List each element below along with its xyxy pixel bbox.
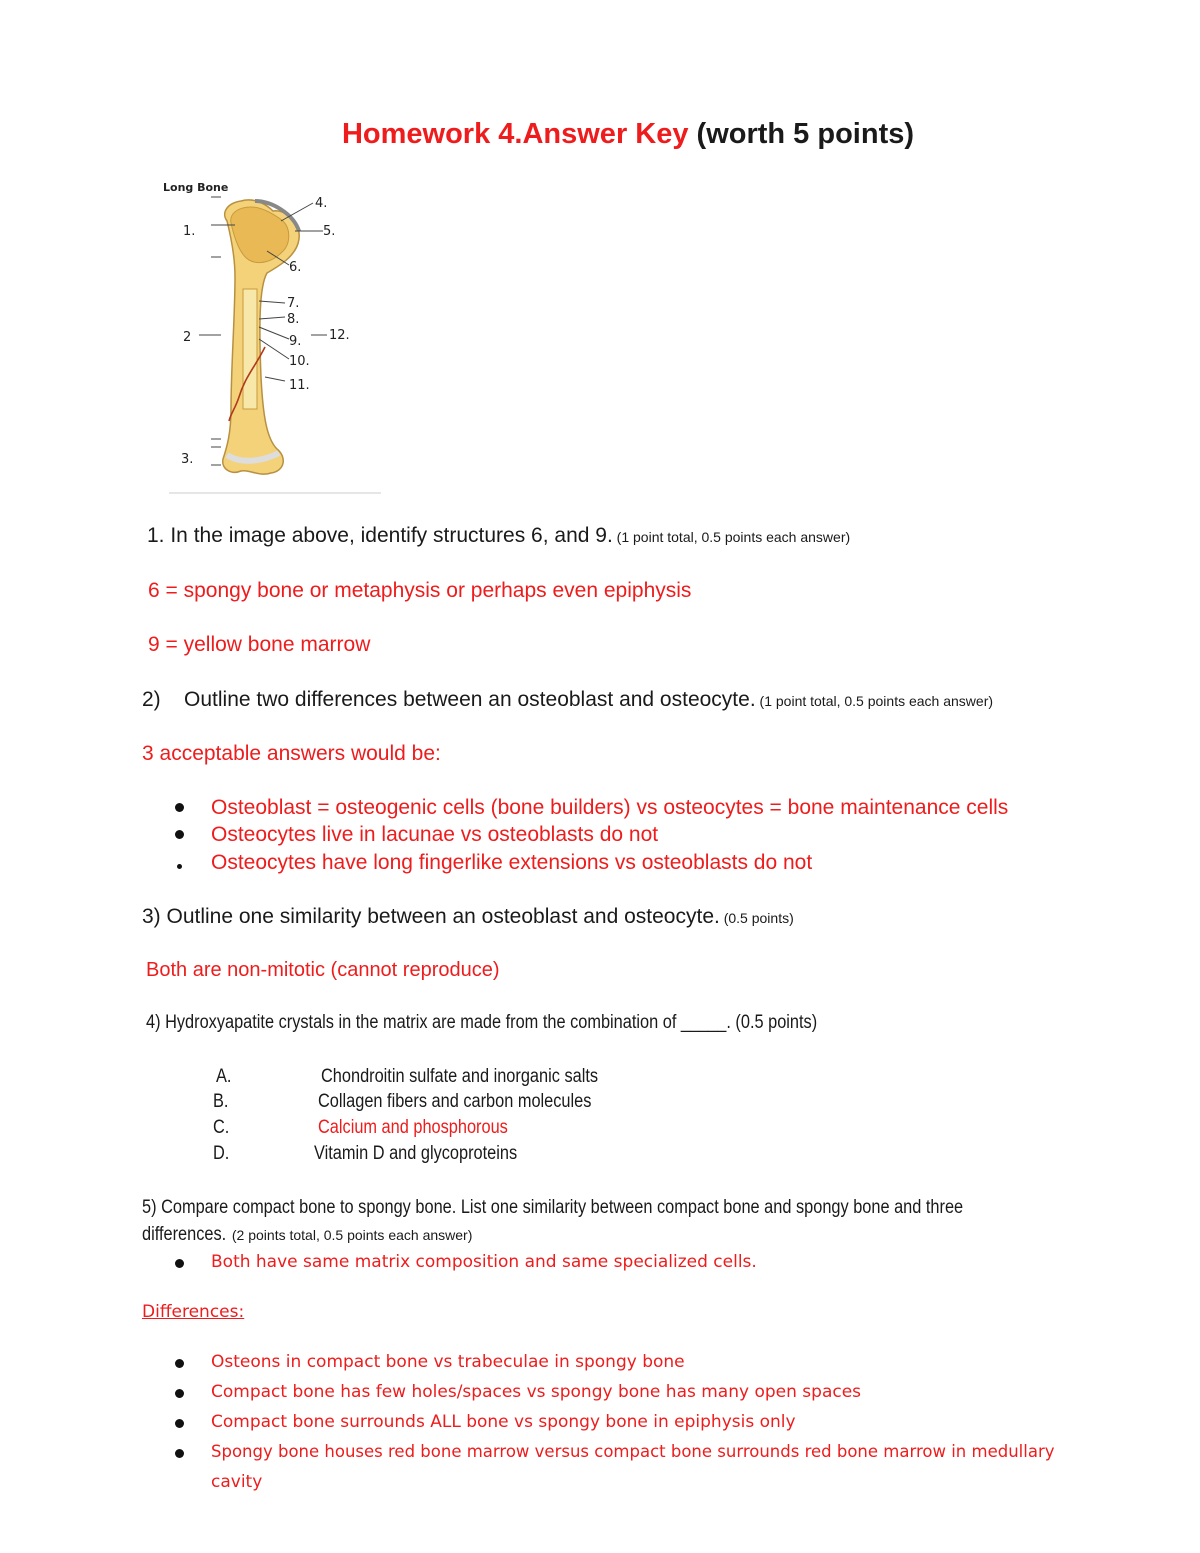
long-bone-diagram [155,177,385,495]
long-bone-image [155,177,385,495]
answer-2-item-2: Osteocytes live in lacunae vs osteoblasts do not [211,823,659,846]
bullet-icon [175,830,184,839]
question-1-text: 1. In the image above, identify structures 6, and 9. [147,524,613,547]
difference-1: Osteons in compact bone vs trabeculae in spongy bone [211,1352,685,1372]
option-c-text: Calcium and phosphorous [318,1117,508,1138]
label-9: 9. [289,334,302,349]
question-1-points: (1 point total, 0.5 points each answer) [612,529,851,545]
bullet-icon [175,1419,184,1428]
label-5: 5. [323,224,336,239]
label-10: 10. [289,354,310,369]
answer-1-6: 6 = spongy bone or metaphysis or perhaps even epiphysis [148,579,692,602]
bullet-icon [175,803,184,812]
medullary-cavity [243,289,257,409]
question-2-text: 2) Outline two differences between an osteoblast and osteocyte. [142,688,756,711]
answer-2-item-3: Osteocytes have long fingerlike extensions vs osteoblasts do not [211,851,813,874]
diagram-heading: Long Bone [163,181,229,194]
label-7: 7. [287,296,300,311]
option-c-letter: C. [213,1117,230,1138]
option-a-text: Chondroitin sulfate and inorganic salts [321,1066,599,1087]
question-5-line-2-text: differences. [142,1224,227,1245]
title-main: Homework 4.Answer Key [341,118,689,150]
label-1: 1. [183,224,196,239]
question-2-points: (1 point total, 0.5 points each answer) [755,693,994,709]
bullet-icon [175,1449,184,1458]
label-4: 4. [315,196,328,211]
difference-4-continued: cavity [211,1472,263,1492]
bullet-icon [175,1389,184,1398]
bullet-icon [177,864,182,869]
question-3-text: 3) Outline one similarity between an osteoblast and osteocyte. [142,905,720,928]
question-3-points: (0.5 points) [719,910,794,926]
question-2 [142,688,993,712]
bullet-icon [175,1359,184,1368]
option-b-letter: B. [213,1091,229,1112]
bullet-icon [175,1259,184,1268]
question-5-line-1: 5) Compare compact bone to spongy bone. List one similarity between compact bone and spongy bone and three [142,1197,964,1218]
answer-3: Both are non-mitotic (cannot reproduce) [146,959,500,981]
option-a-letter: A. [216,1066,232,1087]
answer-5-similarity: Both have same matrix composition and same specialized cells. [211,1252,757,1272]
label-8: 8. [287,312,300,327]
answer-1-9: 9 = yellow bone marrow [148,633,371,656]
option-b-text: Collagen fibers and carbon molecules [318,1091,592,1112]
answer-2-item-1: Osteoblast = osteogenic cells (bone builders) vs osteocytes = bone maintenance cells [211,796,1009,819]
question-5-points: (2 points total, 0.5 points each answer) [228,1227,473,1243]
question-4: 4) Hydroxyapatite crystals in the matrix are made from the combination of _____. (0.5 points) [146,1012,818,1033]
label-6: 6. [289,260,302,275]
option-d-letter: D. [213,1143,230,1164]
label-3: 3. [181,452,194,467]
option-d-text: Vitamin D and glycoproteins [314,1143,518,1164]
label-11: 11. [289,378,310,393]
question-5-line-2 [142,1224,472,1246]
label-12: 12. [329,328,350,343]
label-2: 2 [183,330,192,345]
title-points: (worth 5 points) [688,118,915,150]
difference-4: Spongy bone houses red bone marrow versus compact bone surrounds red bone marrow in medullary [211,1442,1055,1461]
difference-2: Compact bone has few holes/spaces vs spongy bone has many open spaces [211,1382,862,1402]
answer-2-intro: 3 acceptable answers would be: [142,742,441,765]
question-3 [142,905,794,929]
differences-heading: Differences: [142,1302,245,1322]
page-title [0,118,1200,151]
question-1 [147,524,850,548]
difference-3: Compact bone surrounds ALL bone vs spongy bone in epiphysis only [211,1412,796,1432]
